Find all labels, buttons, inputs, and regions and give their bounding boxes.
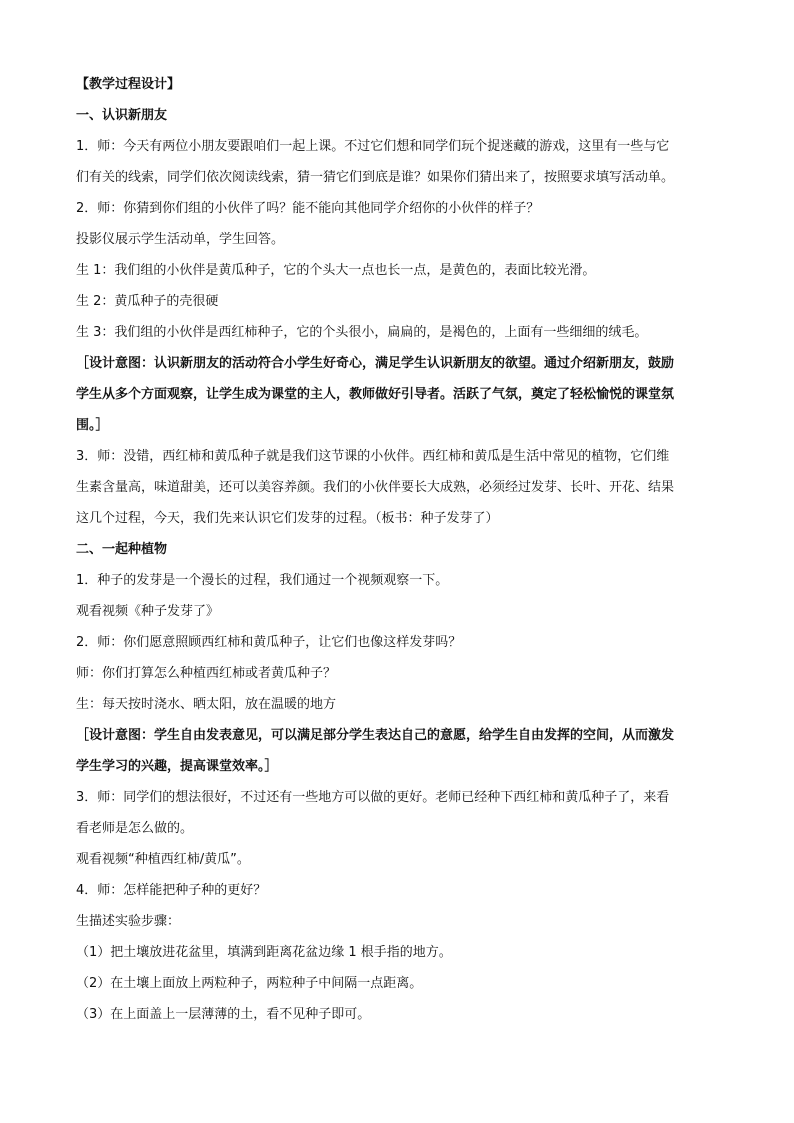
part2-paragraph-3: 2．师：你们愿意照顾西红柿和黄瓜种子，让它们也像这样发芽吗？ <box>76 635 462 650</box>
text-line: ［设计意图：学生自由发表意见，可以满足部分学生表达自己的意愿，给学生自由发挥的空间，从而激发 <box>76 728 675 743</box>
text-line: ［设计意图：认识新朋友的活动符合小学生好奇心，满足学生认识新朋友的欲望。通过介绍新朋友，鼓励 <box>76 356 675 371</box>
student-answer-2: 生 2：黄瓜种子的壳很硬 <box>76 294 219 309</box>
text-line: 3．师：同学们的想法很好，不过还有一些地方可以做的更好。老师已经种下西红柿和黄瓜种子了，来看 <box>76 790 670 805</box>
part1-paragraph-1 <box>76 138 726 187</box>
text-line: 围。］ <box>76 418 109 433</box>
part2-paragraph-1: 1．种子的发芽是一个漫长的过程，我们通过一个视频观察一下。 <box>76 573 449 588</box>
text-line: 学生从多个方面观察，让学生成为课堂的主人，教师做好引导者。活跃了气氛，奠定了轻松愉悦的课堂氛 <box>76 387 675 402</box>
step-3: （3）在上面盖上一层薄薄的土，看不见种子即可。 <box>76 1007 371 1022</box>
design-intent-1 <box>76 355 726 435</box>
part2-paragraph-7: 观看视频“种植西红柿/黄瓜”。 <box>76 852 250 867</box>
step-1: （1）把土壤放进花盆里，填满到距离花盆边缘 1 根手指的地方。 <box>76 945 452 960</box>
step-2: （2）在土壤上面放上两粒种子，两粒种子中间隔一点距离。 <box>76 976 423 991</box>
part1-paragraph-3: 投影仪展示学生活动单，学生回答。 <box>76 232 285 247</box>
part2-paragraph-9: 生描述实验步骤： <box>76 914 181 929</box>
text-line: 看老师是怎么做的。 <box>76 821 194 836</box>
document-page <box>76 76 726 1037</box>
text-line: 3．师：没错，西红柿和黄瓜种子就是我们这节课的小伙伴。西红柿和黄瓜是生活中常见的植物，它们维 <box>76 449 670 464</box>
text-line: 这几个过程，今天，我们先来认识它们发芽的过程。（板书：种子发芽了） <box>76 511 499 526</box>
part2-paragraph-5: 生：每天按时浇水、晒太阳，放在温暖的地方 <box>76 697 337 712</box>
text-line: 生素含量高，味道甜美，还可以美容养颜。我们的小伙伴要长大成熟，必须经过发芽、长叶、开花、结果 <box>76 480 675 495</box>
part2-heading: 二、一起种植物 <box>76 542 168 557</box>
section-title: 【教学过程设计】 <box>76 77 181 92</box>
student-answer-1: 生 1：我们组的小伙伴是黄瓜种子，它的个头大一点也长一点，是黄色的，表面比较光滑。 <box>76 263 596 278</box>
part1-heading: 一、认识新朋友 <box>76 108 168 123</box>
student-answer-3: 生 3：我们组的小伙伴是西红柿种子，它的个头很小，扁扁的，是褐色的，上面有一些细细的绒毛。 <box>76 325 648 340</box>
part1-paragraph-2: 2．师：你猜到你们组的小伙伴了吗？能不能向其他同学介绍你的小伙伴的样子？ <box>76 201 540 216</box>
part2-paragraph-2: 观看视频《种子发芽了》 <box>76 604 220 619</box>
text-line: 1．师：今天有两位小朋友要跟咱们一起上课。不过它们想和同学们玩个捉迷藏的游戏，这里有一些与它 <box>76 139 670 154</box>
text-line: 学生学习的兴趣，提高课堂效率。］ <box>76 759 278 774</box>
text-line: 们有关的线索，同学们依次阅读线索，猜一猜它们到底是谁？如果你们猜出来了，按照要求填写活动单。 <box>76 170 675 185</box>
part2-paragraph-4: 师：你们打算怎么种植西红柿或者黄瓜种子？ <box>76 666 337 681</box>
design-intent-2 <box>76 727 726 776</box>
part2-paragraph-6 <box>76 789 726 838</box>
part1-paragraph-7 <box>76 448 726 528</box>
part2-paragraph-8: 4．师：怎样能把种子种的更好？ <box>76 883 267 898</box>
